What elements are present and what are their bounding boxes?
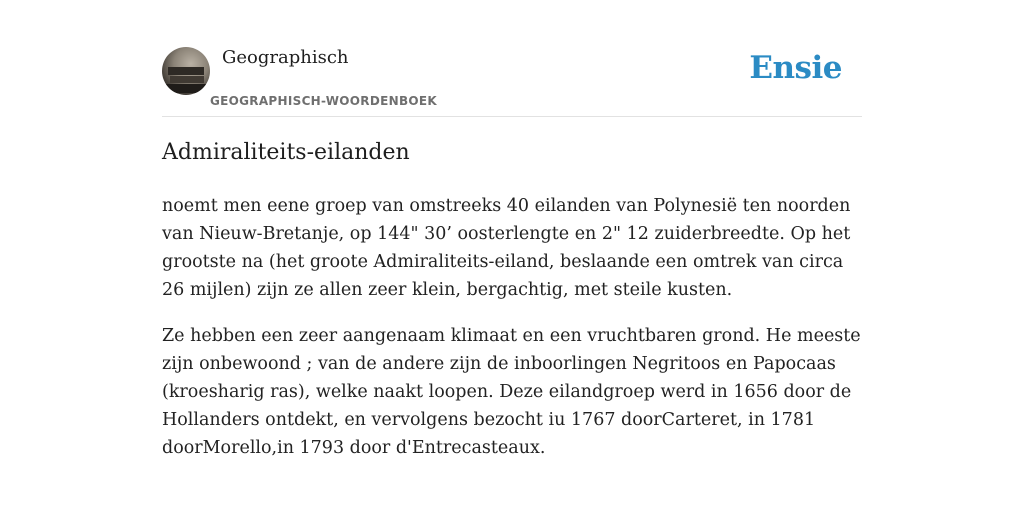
article-body: [162, 192, 862, 480]
author-name[interactable]: Geographisch: [222, 47, 349, 68]
paragraph: noemt men eene groep van omstreeks 40 eilanden van Polynesië ten noorden van Nieuw-Bretanje, op 144" 30’ oosterlengte en 2" 12 zuiderbreedte. Op het grootste na (het groote Admiraliteits-eiland, beslaande een omtrek van circa 26 mijlen) zijn ze allen zeer klein, bergachtig, met steile kusten.: [162, 196, 851, 300]
dictionary-name[interactable]: GEOGRAPHISCH-WOORDENBOEK: [210, 94, 437, 108]
book-icon: [166, 84, 206, 93]
page-header: [162, 46, 862, 117]
book-icon: [168, 67, 204, 75]
page-title: Admiraliteits-eilanden: [162, 140, 410, 165]
paragraph: Ze hebben een zeer aangenaam klimaat en een vruchtbaren grond. He meeste zijn onbewoond ; van de andere zijn de inboorlingen Negritoos en Papocaas (kroesharig ras), welke naakt loopen. Deze eilandgroep werd in 1656 door de Hollanders ontdekt, en vervolgens bezocht iu 1767 doorCarteret, in 1781 doorMorello,in 1793 door d'Entrecasteaux.: [162, 326, 861, 458]
book-icon: [170, 76, 204, 83]
avatar[interactable]: [162, 47, 210, 95]
brand-logo[interactable]: Ensie: [749, 50, 842, 86]
